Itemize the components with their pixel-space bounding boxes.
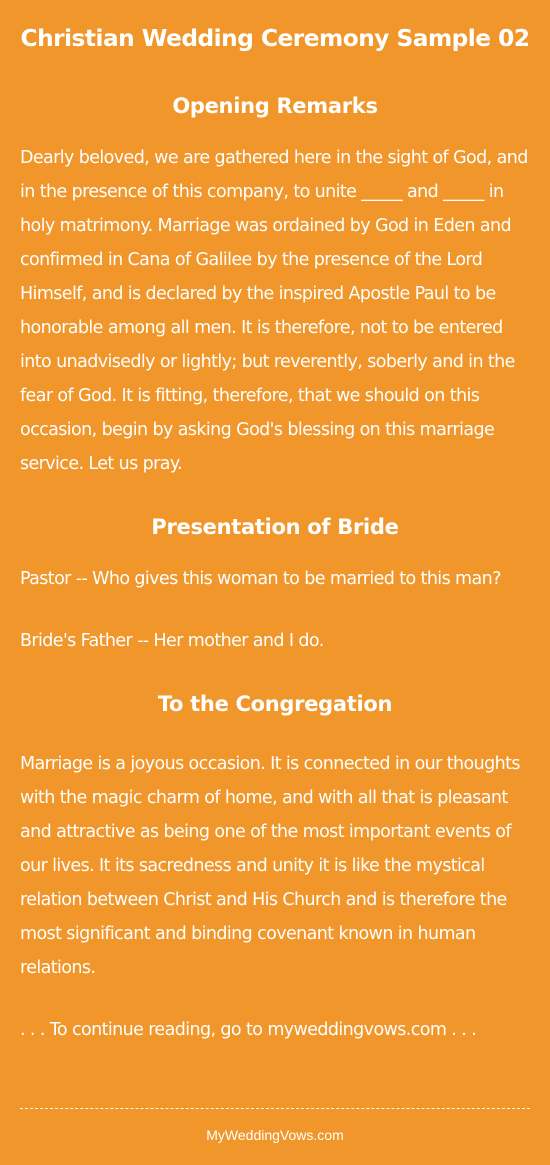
text-line: Marriage is a joyous occasion. It is connected in our thoughts <box>20 754 520 774</box>
footer-site-name: MyWeddingVows.com <box>206 1127 344 1143</box>
congregation-paragraph <box>20 747 530 985</box>
section-heading-presentation-of-bride: Presentation of Bride <box>151 515 399 539</box>
text-line: Dearly beloved, we are gathered here in the sight of God, and <box>20 148 528 168</box>
text-line: relations. <box>20 958 96 978</box>
text-line: fear of God. It is fitting, therefore, that we should on this <box>20 386 480 406</box>
text-line: occasion, begin by asking God's blessing on this marriage <box>20 420 495 440</box>
text-line: honorable among all men. It is therefore, not to be entered <box>20 318 503 338</box>
text-line: confirmed in Cana of Galilee by the presence of the Lord <box>20 250 483 270</box>
text-line: and attractive as being one of the most important events of <box>20 822 511 842</box>
section-heading-to-the-congregation: To the Congregation <box>157 692 393 716</box>
text-line: into unadvisedly or lightly; but reverently, soberly and in the <box>20 352 515 372</box>
dashed-divider <box>20 1108 530 1109</box>
text-line: with the magic charm of home, and with all that is pleasant <box>20 788 508 808</box>
section-heading-opening-remarks: Opening Remarks <box>172 94 378 118</box>
opening-remarks-paragraph <box>20 141 530 481</box>
text-line: Himself, and is declared by the inspired Apostle Paul to be <box>20 284 496 304</box>
text-line: most significant and binding covenant known in human <box>20 924 476 944</box>
text-line: holy matrimony. Marriage was ordained by God in Eden and <box>20 216 511 236</box>
text-line: relation between Christ and His Church and is therefore the <box>20 890 507 910</box>
text-line: in the presence of this company, to unite _____ and _____ in <box>20 182 504 202</box>
continue-reading-text: . . . To continue reading, go to myweddingvows.com . . . <box>20 1020 477 1040</box>
brides-father-line: Bride's Father -- Her mother and I do. <box>20 631 324 651</box>
page-title: Christian Wedding Ceremony Sample 02 <box>20 25 530 52</box>
text-line: service. Let us pray. <box>20 454 183 474</box>
pastor-line: Pastor -- Who gives this woman to be married to this man? <box>20 569 501 589</box>
text-line: our lives. It its sacredness and unity it is like the mystical <box>20 856 485 876</box>
